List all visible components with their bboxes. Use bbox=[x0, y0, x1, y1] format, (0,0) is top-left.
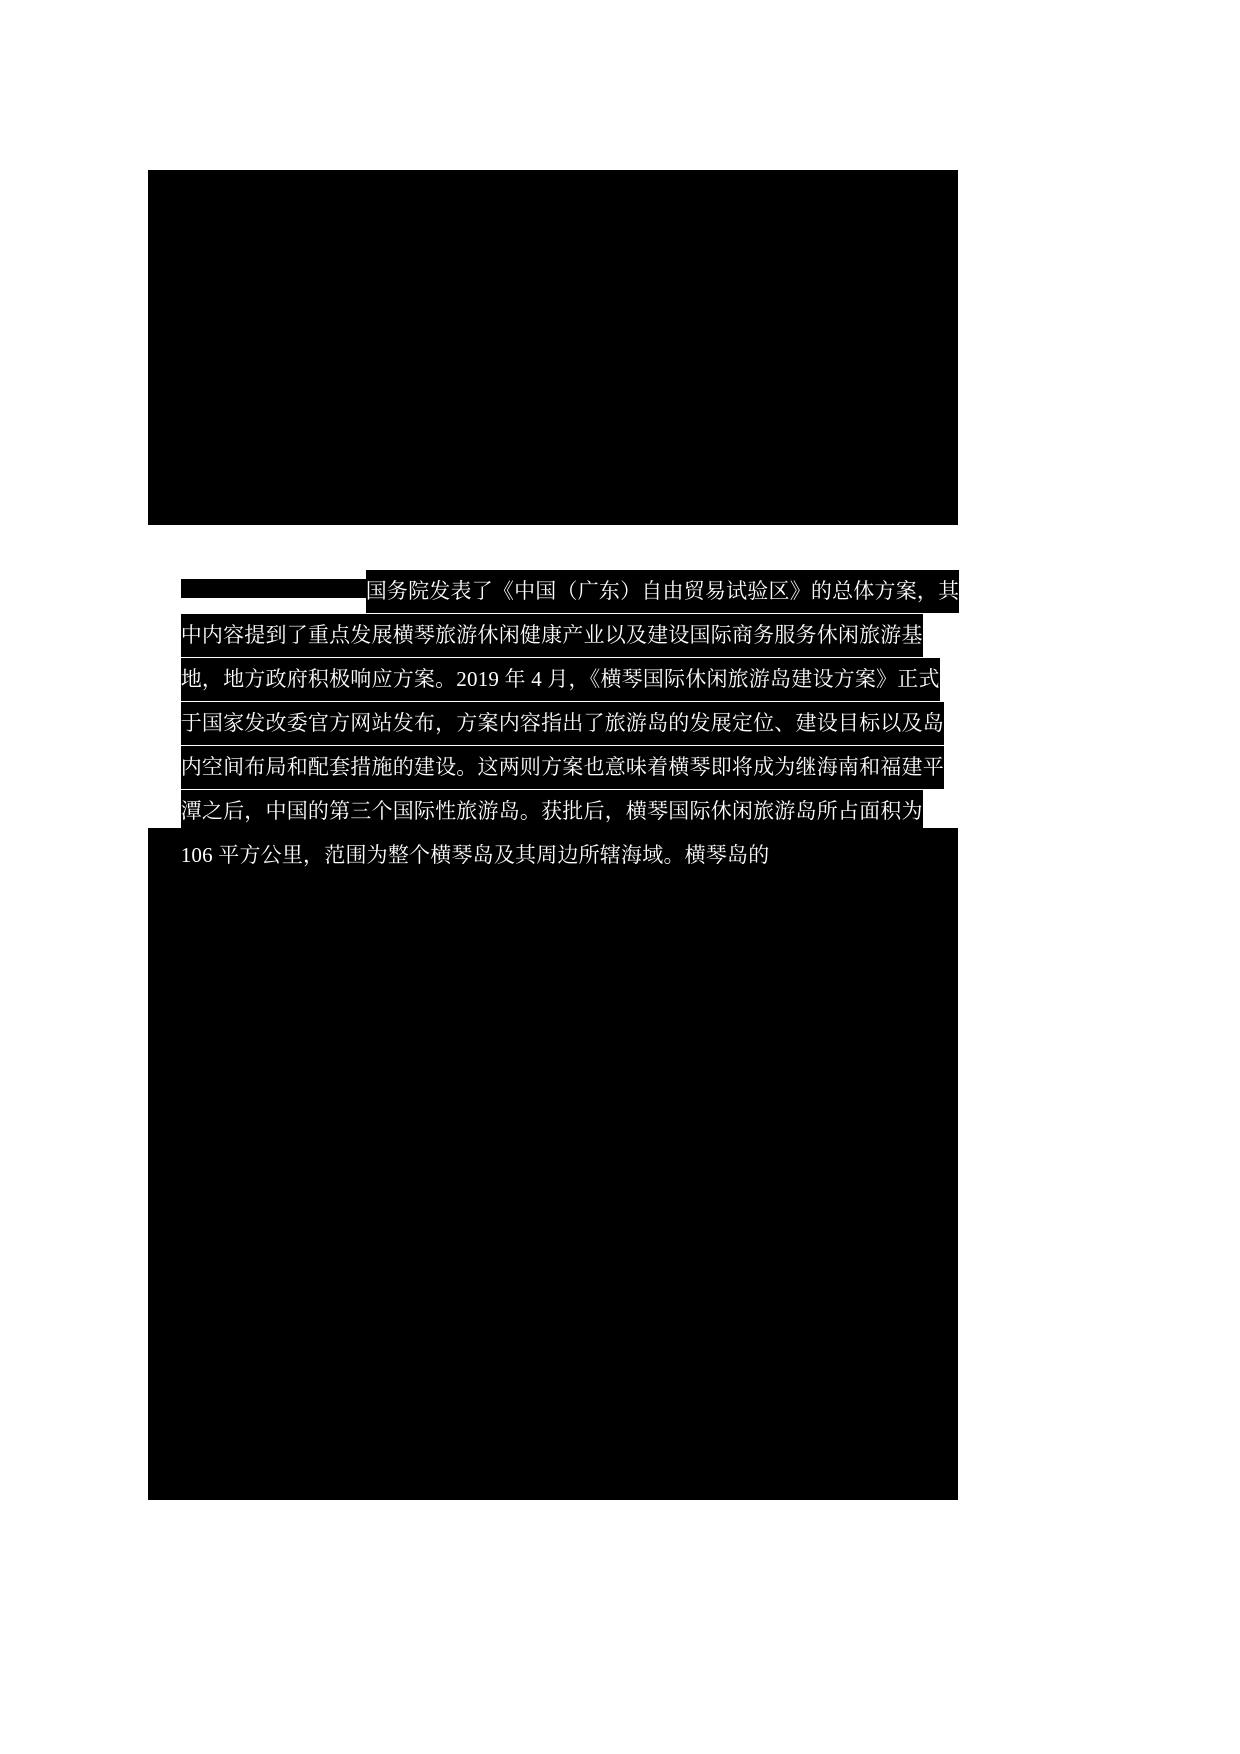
paragraph-line bbox=[148, 525, 960, 603]
redacted-region-top bbox=[148, 170, 958, 525]
paragraph-line-text: 地，地方政府积极响应方案。2019 年 4 月，《横琴国际休闲旅游岛建设方案》正式 bbox=[181, 658, 940, 701]
body-paragraph bbox=[148, 525, 960, 867]
redacted-region-bottom bbox=[148, 828, 958, 1500]
paragraph-line-text: 潭之后，中国的第三个国际性旅游岛。获批后，横琴国际休闲旅游岛所占面积为 bbox=[181, 790, 923, 833]
paragraph-line-text: 于国家发改委官方网站发布，方案内容指出了旅游岛的发展定位、建设目标以及岛 bbox=[181, 702, 944, 745]
paragraph-line-text: 内空间布局和配套措施的建设。这两则方案也意味着横琴即将成为继海南和福建平 bbox=[181, 746, 944, 789]
paragraph-line-text: 国务院发表了《中国（广东）自由贸易试验区》的总体方案，其 bbox=[366, 570, 960, 613]
paragraph-line-text: 106 平方公里，范围为整个横琴岛及其周边所辖海域。横琴岛的 bbox=[181, 834, 770, 877]
paragraph-line-text: 中内容提到了重点发展横琴旅游休闲健康产业以及建设国际商务服务休闲旅游基 bbox=[181, 614, 923, 657]
indent-filler bbox=[181, 579, 366, 598]
